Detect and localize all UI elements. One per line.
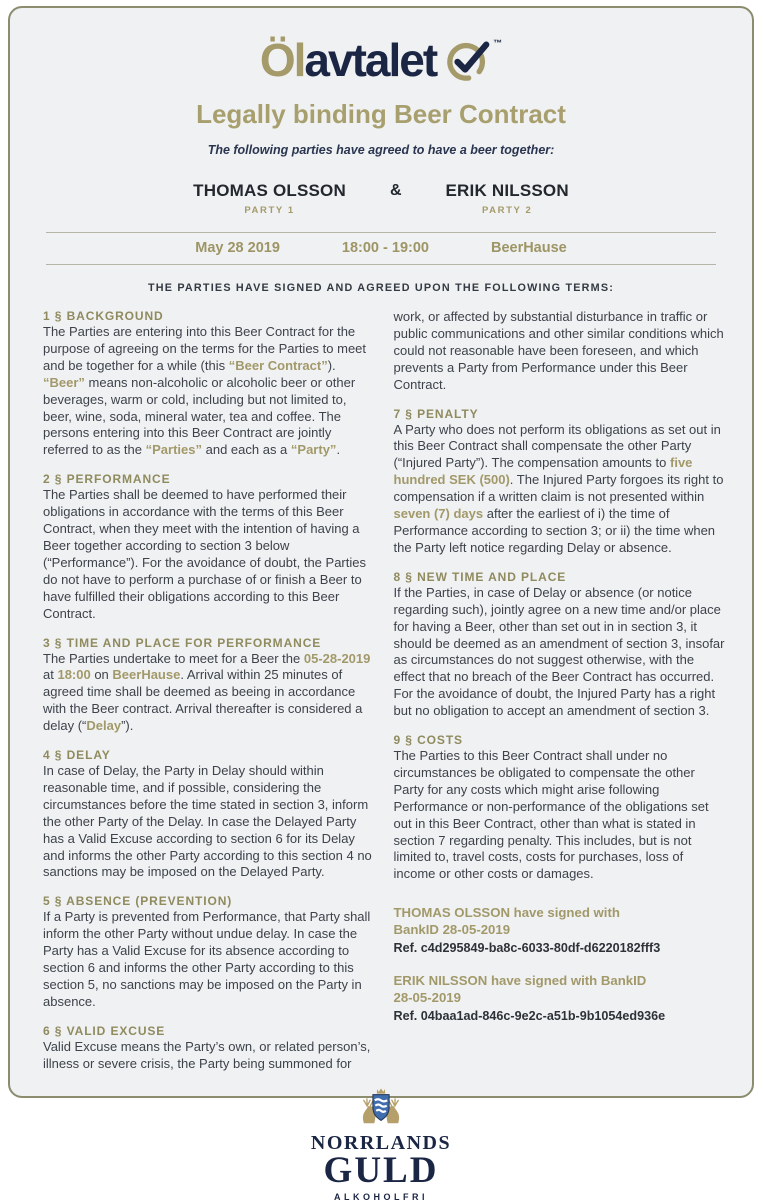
signature-line: ERIK NILSSON have signed with BankID 28-05-2019 <box>393 973 647 1006</box>
norrlands-guld-footer <box>10 1086 752 1202</box>
meeting-meta-row <box>46 232 716 265</box>
meeting-time: 18:00 - 19:00 <box>341 240 429 256</box>
party-1-block <box>193 181 346 216</box>
section-delay <box>43 748 377 881</box>
norrlands-guld-crest-icon <box>352 1086 410 1130</box>
beer-contract-page <box>8 6 754 1202</box>
brand-name-bottom: GULD <box>323 1149 439 1191</box>
terms-intro: THE PARTIES HAVE SIGNED AND AGREED UPON THE FOLLOWING TERMS: <box>147 282 615 294</box>
section-body: In case of Delay, the Party in Delay should within reasonable time, and if possible, considering the circumstances before the time stated in section 3, inform the other Party of the Delay. In case the Delayed Party has a Valid Excuse according to section 6 for its Delay and informs the other Party according to this section 4 no sanctions may be imposed on the Delayed Party. <box>43 763 372 880</box>
section-penalty <box>394 407 728 557</box>
section-costs <box>394 733 728 883</box>
ampersand: & <box>389 182 402 199</box>
section-performance <box>43 472 377 622</box>
section-title: 5 § ABSENCE (PREVENTION) <box>43 894 233 909</box>
section-body: A Party who does not perform its obligations as set out in this Beer Contract shall compensate the other Party (“Injured Party”). The compensation amounts to five hundred SEK (500). The Injured Party forgoes its right to compensation if a written claim is not presented within seven (7) days after the earliest of i) the time of Performance according to section 3; or ii) the time when the Party left notice regarding Delay or absence. <box>393 421 724 555</box>
signature-party-1 <box>394 904 728 955</box>
section-title: 8 § NEW TIME AND PLACE <box>393 569 567 584</box>
olavtalet-logo <box>10 34 752 85</box>
signature-ref: Ref. 04baa1ad-846c-9e2c-a51b-9b1054ed936e <box>393 1009 666 1024</box>
section-absence <box>43 894 377 1010</box>
left-column <box>43 309 377 1086</box>
party-2-label: PARTY 2 <box>481 205 533 216</box>
trademark-symbol: ™ <box>493 38 503 48</box>
meeting-venue: BeerHause <box>490 240 567 256</box>
section-body: The Parties to this Beer Contract shall under no circumstances be obligated to compensate the other Party for any costs which might arise following Performance or non-performance of the obligations set out in this Beer Contract, other than what is stated in section 7 regarding penalty. This includes, but is not limited to, travel costs, costs for purchases, loss of income or other costs or damages. <box>393 748 709 882</box>
check-circle-icon <box>446 36 492 87</box>
contract-body <box>10 309 752 1086</box>
section-time-and-place <box>43 636 377 736</box>
signature-party-2 <box>394 972 728 1023</box>
page-title: Legally binding Beer Contract <box>196 99 566 129</box>
section-title: 7 § PENALTY <box>393 406 479 421</box>
section-title: 4 § DELAY <box>43 748 111 763</box>
section-title: 6 § VALID EXCUSE <box>43 1023 166 1038</box>
signature-line: THOMAS OLSSON have signed with BankID 28-05-2019 <box>393 905 620 938</box>
section-background <box>43 309 377 459</box>
section-title: 2 § PERFORMANCE <box>43 472 171 487</box>
section-body: The Parties undertake to meet for a Beer the 05-28-2019 at 18:00 on BeerHause. Arrival within 25 minutes of agreed time shall be deemed as beeing in accordance with the Beer contract. Arrival thereafter is considered a delay (“Delay”). <box>43 650 371 734</box>
party-1-name: THOMAS OLSSON <box>193 181 346 200</box>
signature-ref: Ref. c4d295849-ba8c-6033-80df-d6220182fff3 <box>393 941 661 956</box>
section-body: If a Party is prevented from Performance, that Party shall inform the other Party without undue delay. In case the Party has a Valid Excuse for its absence according to section 6 and informs the other Party according to this section 5, no sanctions may be imposed on the Party in absence. <box>43 909 371 1009</box>
wordmark-ol: Öl <box>259 33 305 86</box>
section-valid-excuse-continued <box>394 309 728 394</box>
section-body: work, or affected by substantial disturbance in traffic or public communications and other similar conditions which could not reasonable have been foreseen, and which prevents a Party from Performance under this Beer Contract. <box>393 309 724 392</box>
section-body: The Parties are entering into this Beer Contract for the purpose of agreeing on the terms for the Parties to meet and be together for a while (this “Beer Contract”). “Beer” means non-alcoholic or alcoholic beer or other beverages, warm or cold, including but not limited to, beer, wine, soda, mineral water, tea and coffee. The persons entering into this Beer Contract are jointly referred to as the “Parties” and each as a “Party”. <box>43 324 367 458</box>
signatures <box>394 904 728 1023</box>
section-valid-excuse <box>43 1024 377 1073</box>
page-subtitle: The following parties have agreed to have a beer together: <box>207 143 555 157</box>
meeting-date: May 28 2019 <box>195 240 280 256</box>
olavtalet-wordmark <box>259 33 437 86</box>
party-2-block <box>446 181 569 216</box>
right-column <box>394 309 728 1086</box>
brand-tagline: ALKOHOLFRI <box>334 1192 428 1202</box>
section-title: 1 § BACKGROUND <box>43 309 164 323</box>
party-1-label: PARTY 1 <box>244 205 295 216</box>
brand-name-top: NORRLANDS <box>310 1131 452 1154</box>
party-2-name: ERIK NILSSON <box>445 181 569 200</box>
section-new-time-and-place <box>394 570 728 720</box>
wordmark-avtalet: avtalet <box>304 33 437 86</box>
section-title: 3 § TIME AND PLACE FOR PERFORMANCE <box>43 635 322 650</box>
parties-row <box>10 181 752 216</box>
section-body: The Parties shall be deemed to have performed their obligations in accordance with the terms of this Beer Contract, when they meet with the intention of having a Beer together according to section 3 below (“Performance”). For the avoidance of doubt, the Parties do not have to perform a purchase of or finish a Beer to have fulfilled their obligations according to this Beer Contract. <box>43 487 366 621</box>
section-title: 9 § COSTS <box>393 733 463 748</box>
section-body: Valid Excuse means the Party’s own, or related person’s, illness or severe crisis, the Party being summoned for <box>43 1038 371 1071</box>
section-body: If the Parties, in case of Delay or absence (or notice regarding such), jointly agree on a new time and/or place for having a Beer, other than set out in in section 3, it should be deemed as an amendment of section 3, insofar as circumstances do not suggest otherwise, with the effect that no breach of the Beer Contract has occurred. For the avoidance of doubt, the Injured Party has a right but no obligation to accept an amendment of section 3. <box>393 584 725 719</box>
